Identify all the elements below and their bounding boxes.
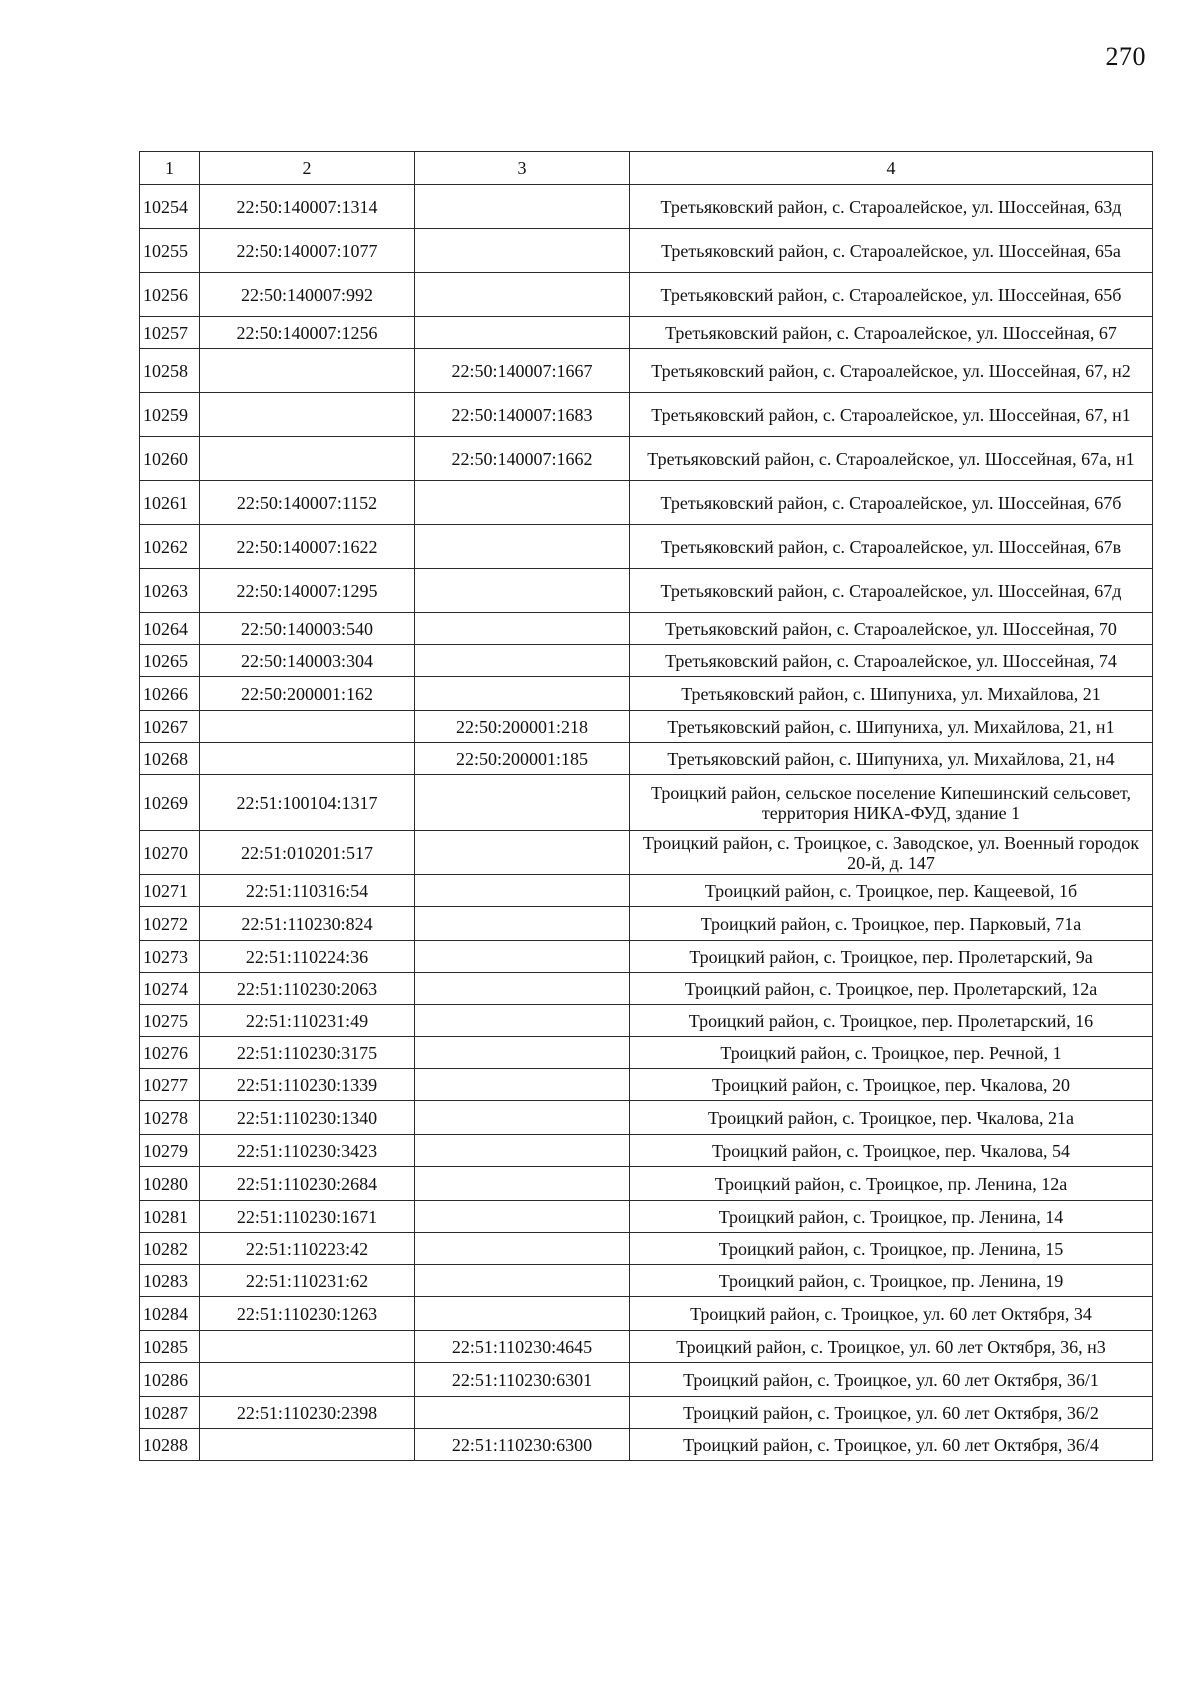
table-body [140, 185, 1153, 1461]
column-header-2: 2 [200, 152, 415, 185]
cadastral-number-cell: 22:50:140007:1256 [200, 317, 415, 349]
cadastral-number-cell: 22:50:140007:1622 [200, 525, 415, 569]
row-number-cell: 10261 [140, 481, 200, 525]
object-number-cell: 22:50:140007:1683 [415, 393, 630, 437]
cadastral-number-cell [200, 437, 415, 481]
table-row [140, 711, 1153, 743]
column-header-4: 4 [630, 152, 1153, 185]
table-row [140, 1363, 1153, 1397]
object-number-cell [415, 525, 630, 569]
object-number-cell [415, 1265, 630, 1297]
object-number-cell [415, 185, 630, 229]
cadastral-number-cell [200, 711, 415, 743]
table-header-row [140, 152, 1153, 185]
table-row [140, 677, 1153, 711]
object-number-cell [415, 569, 630, 613]
table-row [140, 1297, 1153, 1331]
cadastral-number-cell: 22:50:140007:1077 [200, 229, 415, 273]
object-number-cell: 22:50:140007:1667 [415, 349, 630, 393]
table-row [140, 1037, 1153, 1069]
object-number-cell [415, 229, 630, 273]
object-number-cell [415, 273, 630, 317]
table-row [140, 1005, 1153, 1037]
row-number-cell: 10288 [140, 1429, 200, 1461]
address-cell: Третьяковский район, с. Староалейское, ул. Шоссейная, 65а [630, 229, 1153, 273]
address-cell: Третьяковский район, с. Староалейское, ул. Шоссейная, 67а, н1 [630, 437, 1153, 481]
cadastral-number-cell: 22:51:110230:1340 [200, 1101, 415, 1135]
object-number-cell: 22:50:200001:185 [415, 743, 630, 775]
page-number: 270 [1105, 42, 1146, 71]
object-number-cell [415, 677, 630, 711]
row-number-cell: 10287 [140, 1397, 200, 1429]
table-row [140, 1201, 1153, 1233]
cadastral-number-cell: 22:50:140007:992 [200, 273, 415, 317]
address-cell: Троицкий район, с. Троицкое, ул. 60 лет Октября, 36/2 [630, 1397, 1153, 1429]
row-number-cell: 10282 [140, 1233, 200, 1265]
address-cell: Третьяковский район, с. Староалейское, ул. Шоссейная, 70 [630, 613, 1153, 645]
table-row [140, 875, 1153, 907]
row-number-cell: 10279 [140, 1135, 200, 1167]
address-cell: Троицкий район, с. Троицкое, пр. Ленина, 15 [630, 1233, 1153, 1265]
address-cell: Третьяковский район, с. Шипуниха, ул. Михайлова, 21, н1 [630, 711, 1153, 743]
object-number-cell: 22:51:110230:4645 [415, 1331, 630, 1363]
object-number-cell [415, 973, 630, 1005]
object-number-cell [415, 1101, 630, 1135]
object-number-cell: 22:51:110230:6300 [415, 1429, 630, 1461]
table-row [140, 1331, 1153, 1363]
address-cell: Троицкий район, с. Троицкое, пер. Кащеевой, 1б [630, 875, 1153, 907]
cadastral-number-cell: 22:50:200001:162 [200, 677, 415, 711]
cadastral-number-cell: 22:51:110230:2684 [200, 1167, 415, 1201]
row-number-cell: 10286 [140, 1363, 200, 1397]
table-row [140, 1135, 1153, 1167]
object-number-cell [415, 1297, 630, 1331]
address-cell: Троицкий район, с. Троицкое, ул. 60 лет Октября, 34 [630, 1297, 1153, 1331]
object-number-cell [415, 1167, 630, 1201]
object-number-cell [415, 1201, 630, 1233]
row-number-cell: 10254 [140, 185, 200, 229]
table-row [140, 743, 1153, 775]
table-row [140, 973, 1153, 1005]
address-cell: Третьяковский район, с. Староалейское, ул. Шоссейная, 74 [630, 645, 1153, 677]
cadastral-number-cell: 22:51:110230:2398 [200, 1397, 415, 1429]
table-row [140, 273, 1153, 317]
object-number-cell [415, 317, 630, 349]
address-cell: Троицкий район, с. Троицкое, пер. Чкалова, 20 [630, 1069, 1153, 1101]
address-cell: Третьяковский район, с. Староалейское, ул. Шоссейная, 67, н2 [630, 349, 1153, 393]
row-number-cell: 10284 [140, 1297, 200, 1331]
object-number-cell [415, 775, 630, 831]
cadastral-number-cell: 22:50:140007:1314 [200, 185, 415, 229]
row-number-cell: 10258 [140, 349, 200, 393]
row-number-cell: 10265 [140, 645, 200, 677]
address-cell: Троицкий район, с. Троицкое, пр. Ленина, 19 [630, 1265, 1153, 1297]
cadastral-number-cell: 22:51:110223:42 [200, 1233, 415, 1265]
table-row [140, 1069, 1153, 1101]
table-row [140, 317, 1153, 349]
cadastral-number-cell: 22:51:110230:824 [200, 907, 415, 941]
cadastral-number-cell [200, 349, 415, 393]
table-row [140, 831, 1153, 875]
address-cell: Троицкий район, с. Троицкое, пер. Чкалова, 21а [630, 1101, 1153, 1135]
object-number-cell: 22:50:200001:218 [415, 711, 630, 743]
address-cell: Троицкий район, с. Троицкое, пер. Пролетарский, 12а [630, 973, 1153, 1005]
cadastral-number-cell: 22:50:140007:1152 [200, 481, 415, 525]
row-number-cell: 10260 [140, 437, 200, 481]
address-cell: Троицкий район, с. Троицкое, пер. Речной, 1 [630, 1037, 1153, 1069]
cadastral-number-cell: 22:51:110230:1671 [200, 1201, 415, 1233]
row-number-cell: 10266 [140, 677, 200, 711]
registry-table [139, 151, 1153, 1461]
row-number-cell: 10281 [140, 1201, 200, 1233]
object-number-cell: 22:50:140007:1662 [415, 437, 630, 481]
cadastral-number-cell: 22:51:110230:1263 [200, 1297, 415, 1331]
address-cell: Троицкий район, с. Троицкое, пер. Парковый, 71а [630, 907, 1153, 941]
address-cell: Троицкий район, с. Троицкое, ул. 60 лет Октября, 36, н3 [630, 1331, 1153, 1363]
table-row [140, 775, 1153, 831]
object-number-cell [415, 831, 630, 875]
address-cell: Троицкий район, с. Троицкое, пер. Чкалова, 54 [630, 1135, 1153, 1167]
row-number-cell: 10276 [140, 1037, 200, 1069]
cadastral-number-cell [200, 393, 415, 437]
address-cell: Троицкий район, с. Троицкое, ул. 60 лет Октября, 36/1 [630, 1363, 1153, 1397]
row-number-cell: 10283 [140, 1265, 200, 1297]
row-number-cell: 10263 [140, 569, 200, 613]
row-number-cell: 10269 [140, 775, 200, 831]
table-row [140, 437, 1153, 481]
cadastral-number-cell: 22:51:110230:3423 [200, 1135, 415, 1167]
address-cell: Третьяковский район, с. Шипуниха, ул. Михайлова, 21, н4 [630, 743, 1153, 775]
cadastral-number-cell: 22:51:110316:54 [200, 875, 415, 907]
row-number-cell: 10275 [140, 1005, 200, 1037]
object-number-cell [415, 1135, 630, 1167]
address-cell: Третьяковский район, с. Староалейское, ул. Шоссейная, 67в [630, 525, 1153, 569]
row-number-cell: 10272 [140, 907, 200, 941]
address-cell: Третьяковский район, с. Староалейское, ул. Шоссейная, 67 [630, 317, 1153, 349]
table-row [140, 907, 1153, 941]
cadastral-number-cell [200, 1331, 415, 1363]
cadastral-number-cell: 22:51:110230:2063 [200, 973, 415, 1005]
table-row [140, 185, 1153, 229]
object-number-cell [415, 875, 630, 907]
address-cell: Третьяковский район, с. Шипуниха, ул. Михайлова, 21 [630, 677, 1153, 711]
address-cell: Третьяковский район, с. Староалейское, ул. Шоссейная, 65б [630, 273, 1153, 317]
table-row [140, 645, 1153, 677]
table-row [140, 481, 1153, 525]
table-row [140, 229, 1153, 273]
cadastral-number-cell: 22:51:110224:36 [200, 941, 415, 973]
table-row [140, 569, 1153, 613]
table-row [140, 1429, 1153, 1461]
cadastral-number-cell [200, 743, 415, 775]
column-header-3: 3 [415, 152, 630, 185]
address-cell: Троицкий район, с. Троицкое, пр. Ленина, 14 [630, 1201, 1153, 1233]
row-number-cell: 10270 [140, 831, 200, 875]
address-cell: Третьяковский район, с. Староалейское, ул. Шоссейная, 63д [630, 185, 1153, 229]
object-number-cell [415, 613, 630, 645]
row-number-cell: 10257 [140, 317, 200, 349]
object-number-cell [415, 941, 630, 973]
table-row [140, 1265, 1153, 1297]
row-number-cell: 10271 [140, 875, 200, 907]
table-row [140, 1397, 1153, 1429]
table-row [140, 1167, 1153, 1201]
address-cell: Троицкий район, с. Троицкое, пер. Пролетарский, 16 [630, 1005, 1153, 1037]
object-number-cell [415, 1397, 630, 1429]
address-cell: Третьяковский район, с. Староалейское, ул. Шоссейная, 67, н1 [630, 393, 1153, 437]
table-row [140, 1101, 1153, 1135]
cadastral-number-cell: 22:51:110230:1339 [200, 1069, 415, 1101]
row-number-cell: 10267 [140, 711, 200, 743]
row-number-cell: 10285 [140, 1331, 200, 1363]
row-number-cell: 10259 [140, 393, 200, 437]
object-number-cell [415, 907, 630, 941]
table-row [140, 941, 1153, 973]
address-cell: Третьяковский район, с. Староалейское, ул. Шоссейная, 67д [630, 569, 1153, 613]
address-cell: Троицкий район, с. Троицкое, пер. Пролетарский, 9а [630, 941, 1153, 973]
row-number-cell: 10280 [140, 1167, 200, 1201]
row-number-cell: 10255 [140, 229, 200, 273]
address-cell: Троицкий район, с. Троицкое, пр. Ленина, 12а [630, 1167, 1153, 1201]
object-number-cell [415, 1005, 630, 1037]
cadastral-number-cell: 22:51:010201:517 [200, 831, 415, 875]
object-number-cell [415, 481, 630, 525]
address-cell: Троицкий район, сельское поселение Кипешинский сельсовет, территория НИКА-ФУД, здание 1 [630, 775, 1153, 831]
address-cell: Третьяковский район, с. Староалейское, ул. Шоссейная, 67б [630, 481, 1153, 525]
table-row [140, 613, 1153, 645]
row-number-cell: 10264 [140, 613, 200, 645]
table-row [140, 525, 1153, 569]
table-row [140, 393, 1153, 437]
row-number-cell: 10268 [140, 743, 200, 775]
cadastral-number-cell: 22:50:140007:1295 [200, 569, 415, 613]
table-row [140, 349, 1153, 393]
row-number-cell: 10274 [140, 973, 200, 1005]
row-number-cell: 10278 [140, 1101, 200, 1135]
object-number-cell [415, 1037, 630, 1069]
cadastral-number-cell: 22:50:140003:540 [200, 613, 415, 645]
column-header-1: 1 [140, 152, 200, 185]
cadastral-number-cell: 22:51:110231:49 [200, 1005, 415, 1037]
object-number-cell: 22:51:110230:6301 [415, 1363, 630, 1397]
table-row [140, 1233, 1153, 1265]
object-number-cell [415, 645, 630, 677]
cadastral-number-cell [200, 1429, 415, 1461]
object-number-cell [415, 1233, 630, 1265]
cadastral-number-cell [200, 1363, 415, 1397]
address-cell: Троицкий район, с. Троицкое, с. Заводское, ул. Военный городок 20-й, д. 147 [630, 831, 1153, 875]
cadastral-number-cell: 22:51:110230:3175 [200, 1037, 415, 1069]
row-number-cell: 10273 [140, 941, 200, 973]
row-number-cell: 10277 [140, 1069, 200, 1101]
cadastral-number-cell: 22:51:110231:62 [200, 1265, 415, 1297]
cadastral-number-cell: 22:51:100104:1317 [200, 775, 415, 831]
address-cell: Троицкий район, с. Троицкое, ул. 60 лет Октября, 36/4 [630, 1429, 1153, 1461]
row-number-cell: 10262 [140, 525, 200, 569]
row-number-cell: 10256 [140, 273, 200, 317]
object-number-cell [415, 1069, 630, 1101]
cadastral-number-cell: 22:50:140003:304 [200, 645, 415, 677]
